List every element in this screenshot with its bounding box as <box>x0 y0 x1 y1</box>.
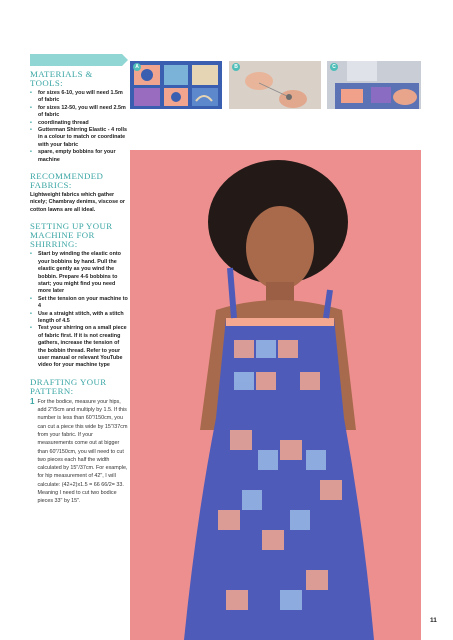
fabric-pattern-image <box>130 61 222 109</box>
photo-label-b: B <box>232 63 240 71</box>
list-item: • spare, empty bobbins for your machine <box>30 149 128 164</box>
photo-fabric <box>130 61 222 109</box>
drafting-heading: DRAFTING YOUR PATTERN: <box>30 376 107 396</box>
step-number: 1 <box>30 396 35 406</box>
instructions-sidebar <box>30 70 128 514</box>
list-item: • Gutterman Shirring Elastic - 4 rolls in a colour to match or coordinate with your fabric <box>30 127 128 149</box>
bobbin-winding-image <box>229 61 321 109</box>
setup-section <box>30 222 128 370</box>
sewing-machine-image <box>327 61 421 109</box>
setup-list <box>30 251 128 370</box>
list-item: • Test your shirring on a small piece of fabric first. If it is not creating gathers, increase the tension of the bobbin thread. Refer to your user manual or relevant YouTube video for your machine type <box>30 325 128 369</box>
header-tab-banner <box>30 54 122 66</box>
drafting-section <box>30 378 128 506</box>
model-dress-image <box>130 150 421 640</box>
list-item: • coordinating thread <box>30 120 128 127</box>
list-item: • for sizes 12-50, you will need 2.5m of fabric <box>30 105 128 120</box>
photo-label-a: A <box>133 63 141 71</box>
fabrics-heading: RECOMMENDED FABRICS: <box>30 171 104 191</box>
page-number: 11 <box>430 617 437 624</box>
materials-section <box>30 70 128 164</box>
list-item: • Set the tension on your machine to 4 <box>30 296 128 311</box>
step-text: For the bodice, measure your hips, add 2"/5cm and multiply by 1.5. If this number is less than 60"/150cm, you can cut a piece this wide by 15"/37cm from your fabric. If your measurements come out at bigger than 60"/150cm, you will need to cut two pieces each half the width calculated by 15"/37cm. For example, for hip measurement of 42", I will calculate: (42+2)x1.5 = 66 66/2= 33. Meaning I need to cut two bodice pieces 33" by 15". <box>37 398 128 505</box>
photo-label-c: C <box>330 63 338 71</box>
materials-list <box>30 90 128 164</box>
materials-heading: MATERIALS & TOOLS: <box>30 69 93 88</box>
photo-sewing-machine <box>327 61 421 109</box>
setup-heading: SETTING UP YOUR MACHINE FOR SHIRRING: <box>30 221 113 250</box>
list-item: • for sizes 6-10, you will need 1.5m of fabric <box>30 90 128 105</box>
main-model-photo <box>130 150 421 640</box>
photo-bobbin <box>229 61 321 109</box>
list-item: • Use a straight stitch, with a stitch length of 4.5 <box>30 311 128 326</box>
fabrics-section <box>30 172 128 214</box>
drafting-step-1 <box>30 398 128 506</box>
fabrics-text: Lightweight fabrics which gather nicely; Chambray denims, viscose or cotton lawns are all ideal. <box>30 192 125 213</box>
list-item: • Start by winding the elastic onto your bobbins by hand. Pull the elastic gently as you wind the bobbin. Prepare 4-6 bobbins to start; you might find you need more later <box>30 251 128 295</box>
